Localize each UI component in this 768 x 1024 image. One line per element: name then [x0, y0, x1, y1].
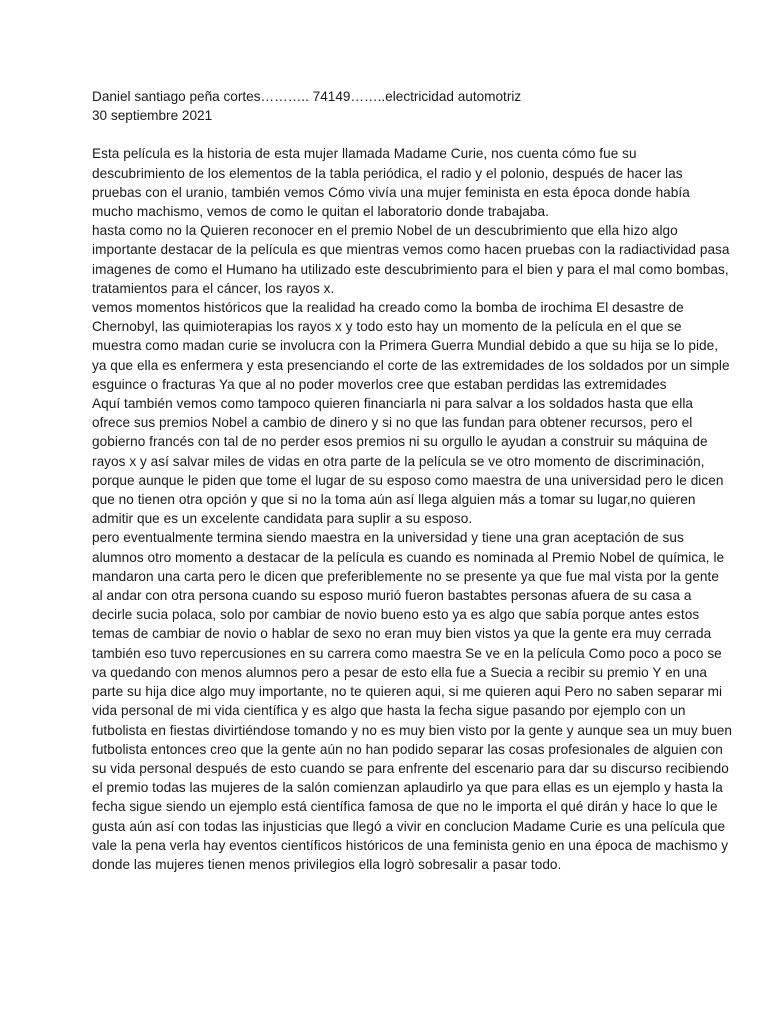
- paragraph-1: Esta película es la historia de esta mujer llamada Madame Curie, nos cuenta cómo fue su descubrimiento de los elementos de la tabla periódica, el radio y el polonio, después de hacer las pruebas con el uranio, también vemos Cómo vivía una mujer feminista en esta época donde había mucho machismo, vemos de como le quitan el laboratorio donde trabajaba.: [92, 146, 690, 220]
- header-spacer: [92, 125, 732, 144]
- paragraph-4: Aquí también vemos como tampoco quieren financiarla ni para salvar a los soldados hasta que ella ofrece sus premios Nobel a cambio de dinero y si no que las fundan para obtener recursos, pero el gobierno francés con tal de no perder esos premios ni su orgullo le ayudan a construir su máquina de rayos x y así salvar miles de vidas en otra parte de la película se ve otro momento de discriminación, porque aunque le piden que tome el lugar de su esposo como maestra de una universidad pero le dicen que no tienen otra opción y que si no la toma aún así llega alguien más a tomar su lugar,no quieren admitir que es un excelente candidata para suplir a su esposo.: [92, 396, 724, 527]
- author-line: Daniel santiago peña cortes……….. 74149……..electricidad automotriz: [92, 89, 522, 104]
- paragraph-6: también eso tuvo repercusiones en su carrera como maestra Se ve en la película Como poco a poco se va quedando con menos alumnos pero a pesar de esto ella fue a Suecia a recibir su premio Y en una parte su hija dice algo muy importante, no te quieren aqui, si me quieren aqui Pero no saben separar mi vida personal de mi vida científica y es algo que hasta la fecha sigue pasando por ejemplo con un futbolista en fiestas divirtiéndose tomando y no es muy bien visto por la gente y aunque sea un muy buen futbolista entonces creo que la gente aún no han podido separar las cosas profesionales de alguien con su vida personal después de esto cuando se para enfrente del escenario para dar su discurso recibiendo el premio todas las mujeres de la salón comienzan aplaudirlo ya que para ellas es un ejemplo y hasta la fecha sigue siendo un ejemplo está científica famosa de que no le importa el qué dirán y hace lo que le gusta aún así con todas las injusticias que llegó a vivir en conclucion Madame Curie es una película que vale la pena verla hay eventos científicos históricos de una feminista genio en una época de machismo y donde las mujeres tienen menos privilegios ella logrò sobresalir a pasar todo.: [92, 645, 732, 872]
- paragraph-3: vemos momentos históricos que la realidad ha creado como la bomba de irochima El desastre de Chernobyl, las quimioterapias los rayos x y todo esto hay un momento de la película en el que se muestra como madan curie se involucra con la Primera Guerra Mundial debido a que su hija se lo pide, ya que ella es enfermera y esta presenciando el corte de las extremidades de los soldados por un simple esguince o fracturas Ya que al no poder moverlos cree que estaban perdidas las extremidades: [92, 300, 730, 392]
- document-page: [92, 87, 732, 874]
- paragraph-2: hasta como no la Quieren reconocer en el premio Nobel de un descubrimiento que ella hizo algo importante destacar de la película es que mientras vemos como hacen pruebas con la radiactividad pasa imagenes de como el Humano ha utilizado este descubrimiento para el bien y para el mal como bombas, tratamientos para el cáncer, los rayos x.: [92, 223, 730, 296]
- paragraph-5: pero eventualmente termina siendo maestra en la universidad y tiene una gran aceptación de sus alumnos otro momento a destacar de la película es cuando es nominada al Premio Nobel de química, le mandaron una carta pero le dicen que preferiblemente no se presente ya que fue mal vista por la gente al andar con otra persona cuando su esposo murió fueron bastabtes personas afuera de su casa a decirle sucia polaca, solo por cambiar de novio bueno esto ya es algo que sabía porque antes estos temas de cambiar de novio o hablar de sexo no eran muy bien vistos ya que la gente era muy cerrada: [92, 530, 725, 642]
- document-date: 30 septiembre 2021: [92, 108, 213, 124]
